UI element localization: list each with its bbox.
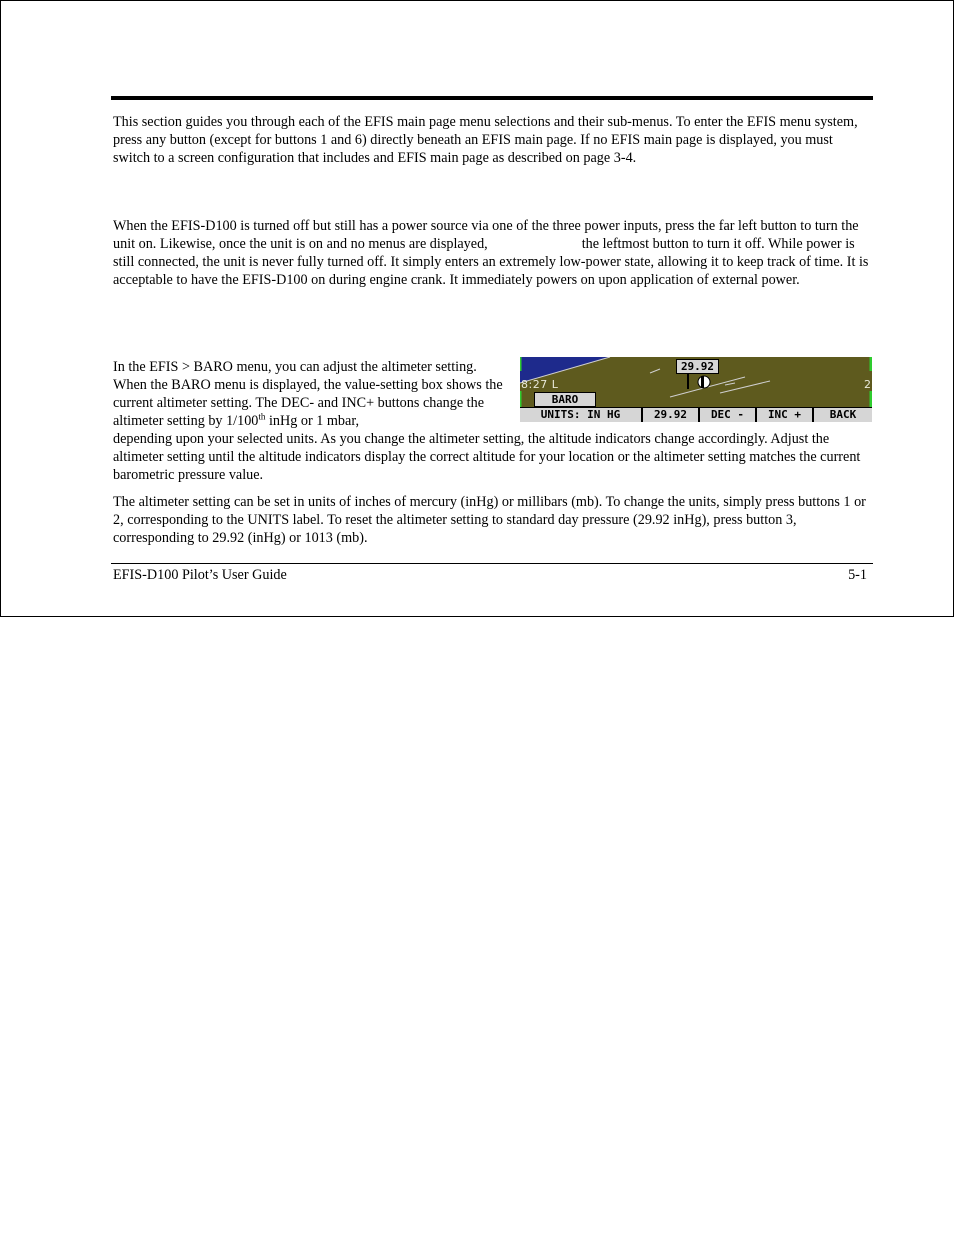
baro-text-b: inHg or 1 mbar, [265,413,360,429]
altimeter-value-box: 29.92 [676,359,719,374]
efis-menu-bar [520,407,872,422]
power-text-b: the leftmost button to turn it off. While power is still connected, the unit is never fully turned off. It simply enters an extremely low-power state, allowing it to keep track of time. It is acceptable to have the EFIS-D100 on during engine crank. It immediately powers on upon application of external power. [113,236,869,288]
document-page [0,0,954,617]
baro-text-c: depending upon your selected units. As you change the altimeter setting, the altitude indicators change accordingly. Adjust the altimeter setting until the altitude indicators display the correct altitude for your location or the altimeter setting matches the current barometric pressure value. [113,431,861,483]
superscript-th: th [258,411,266,422]
baro-text-narrow [113,358,508,430]
footer-rule [111,563,873,564]
baro-text-a: In the EFIS > BARO menu, you can adjust the altimeter setting. When the BARO menu is displayed, the value-setting box shows the current altimeter setting. The DEC- and INC+ buttons change the altimeter setting by 1/100 [113,359,503,429]
time-readout: 8:27 L [521,378,559,391]
efis-baro-screenshot [520,357,872,422]
header-rule [111,96,873,100]
inc-menu-item: INC + [757,408,814,422]
page-number: 5-1 [848,567,867,583]
baro-menu-label: BARO [534,392,596,407]
power-paragraph [113,217,873,289]
back-menu-item: BACK [829,408,857,421]
dec-menu-item: DEC - [700,408,757,422]
footer-title: EFIS-D100 Pilot’s User Guide [113,567,287,583]
intro-paragraph: This section guides you through each of the EFIS main page menu selections and their sub-menus. To enter the EFIS menu system, press any button (except for buttons 1 and 6) directly beneath an EFIS main page. If no EFIS main page is displayed, you must switch to a screen configuration that includes and EFIS main page as described on page 3-4. [113,114,858,166]
edge-readout: 2 [864,378,871,391]
standard-setting-menu-item: 29.92 [643,408,700,422]
units-paragraph: The altimeter setting can be set in units of inches of mercury (inHg) or millibars (mb). To change the units, simply press buttons 1 or 2, corresponding to the UNITS label. To reset the altimeter setting to standard day pressure (29.92 inHg), press button 3, corresponding to 29.92 (inHg) or 1013 (mb). [113,494,866,546]
power-text-a: When the EFIS-D100 is turned off but still has a power source via one of the three power inputs, press the far left button to turn the unit on. Likewise, once the unit is on and no menus are displayed, [113,218,859,252]
units-menu-item: UNITS: IN HG [520,408,643,422]
